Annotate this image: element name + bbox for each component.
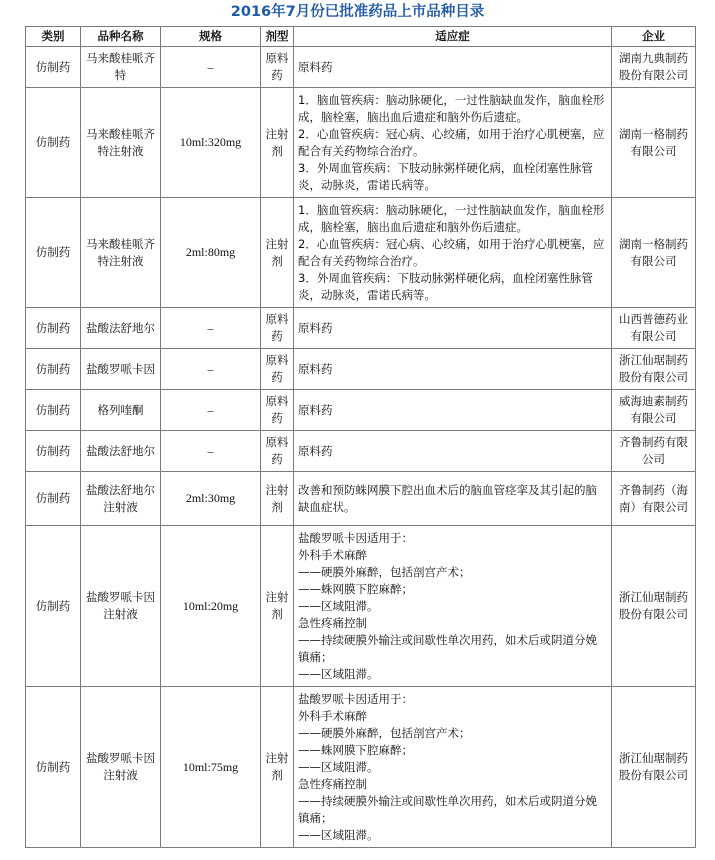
indication-line: ——硬膜外麻醉，包括剖宫产术； [298, 725, 471, 740]
cell-company: 湖南一格制药有限公司 [612, 88, 696, 198]
indication-line: 盐酸罗哌卡因适用于： [298, 691, 413, 706]
cell-spec: – [161, 349, 261, 390]
indication-line: ——持续硬膜外输注或间歇性单次用药，如术后或阴道分娩镇痛； [298, 632, 597, 664]
cell-spec: – [161, 47, 261, 88]
cell-name: 格列喹酮 [81, 390, 161, 431]
table-row [26, 472, 696, 526]
cell-category: 仿制药 [26, 47, 81, 88]
indication-line: 原料药 [298, 320, 333, 335]
cell-indication [294, 687, 612, 848]
cell-category: 仿制药 [26, 308, 81, 349]
cell-name: 盐酸罗哌卡因 [81, 349, 161, 390]
cell-company: 齐鲁制药有限公司 [612, 431, 696, 472]
cell-company: 齐鲁制药（海南）有限公司 [612, 472, 696, 526]
cell-name: 马来酸桂哌齐特注射液 [81, 198, 161, 308]
cell-category: 仿制药 [26, 198, 81, 308]
cell-company: 湖南九典制药股份有限公司 [612, 47, 696, 88]
indication-line: ——持续硬膜外输注或间歇性单次用药，如术后或阴道分娩镇痛； [298, 793, 597, 825]
cell-indication [294, 526, 612, 687]
header-company: 企业 [612, 27, 696, 47]
indication-line: 3．外周血管疾病：下肢动脉粥样硬化病，血栓闭塞性脉管炎，动脉炎，雷诺氏病等。 [298, 160, 593, 192]
indication-line: ——蛛网膜下腔麻醉； [298, 581, 413, 596]
cell-category: 仿制药 [26, 390, 81, 431]
cell-indication [294, 198, 612, 308]
indication-line: 1．脑血管疾病：脑动脉硬化，一过性脑缺血发作，脑血栓形成，脑栓塞，脑出血后遗症和脑外伤后遗症。 [298, 92, 605, 124]
cell-category: 仿制药 [26, 349, 81, 390]
cell-name: 马来酸桂哌齐特 [81, 47, 161, 88]
cell-indication [294, 472, 612, 526]
cell-category: 仿制药 [26, 88, 81, 198]
cell-company: 威海迪素制药有限公司 [612, 390, 696, 431]
cell-company: 湖南一格制药有限公司 [612, 198, 696, 308]
indication-line: 2．心血管疾病：冠心病、心绞痛，如用于治疗心肌梗塞，应配合有关药物综合治疗。 [298, 126, 605, 158]
table-header-row [26, 27, 696, 47]
cell-company: 浙江仙琚制药股份有限公司 [612, 526, 696, 687]
cell-form: 注射剂 [261, 88, 294, 198]
cell-name: 盐酸法舒地尔 [81, 431, 161, 472]
cell-spec: – [161, 431, 261, 472]
indication-line: ——区域阻滞。 [298, 666, 379, 681]
cell-name: 盐酸法舒地尔注射液 [81, 472, 161, 526]
indication-line: ——蛛网膜下腔麻醉； [298, 742, 413, 757]
cell-form: 原料药 [261, 390, 294, 431]
indication-line: 外科手术麻醉 [298, 708, 367, 723]
cell-form: 原料药 [261, 308, 294, 349]
table-row [26, 88, 696, 198]
indication-line: ——区域阻滞。 [298, 759, 379, 774]
cell-name: 盐酸法舒地尔 [81, 308, 161, 349]
indication-line: 原料药 [298, 361, 333, 376]
cell-spec: 2ml:80mg [161, 198, 261, 308]
indication-line: 原料药 [298, 443, 333, 458]
drug-approval-table [25, 26, 696, 848]
cell-indication [294, 47, 612, 88]
indication-line: 3．外周血管疾病：下肢动脉粥样硬化病，血栓闭塞性脉管炎，动脉炎，雷诺氏病等。 [298, 270, 593, 302]
cell-name: 盐酸罗哌卡因注射液 [81, 687, 161, 848]
indication-line: ——区域阻滞。 [298, 598, 379, 613]
indication-line: ——硬膜外麻醉，包括剖宫产术； [298, 564, 471, 579]
cell-spec: 10ml:20mg [161, 526, 261, 687]
header-category: 类别 [26, 27, 81, 47]
cell-company: 浙江仙琚制药股份有限公司 [612, 687, 696, 848]
cell-form: 注射剂 [261, 687, 294, 848]
cell-form: 原料药 [261, 47, 294, 88]
header-spec: 规格 [161, 27, 261, 47]
cell-form: 注射剂 [261, 526, 294, 687]
cell-name: 盐酸罗哌卡因注射液 [81, 526, 161, 687]
cell-spec: – [161, 308, 261, 349]
indication-line: 外科手术麻醉 [298, 547, 367, 562]
table-row [26, 687, 696, 848]
cell-category: 仿制药 [26, 687, 81, 848]
cell-indication [294, 308, 612, 349]
header-name: 品种名称 [81, 27, 161, 47]
cell-form: 注射剂 [261, 472, 294, 526]
cell-indication [294, 431, 612, 472]
cell-company: 山西普德药业有限公司 [612, 308, 696, 349]
cell-indication [294, 390, 612, 431]
indication-line: 2．心血管疾病：冠心病、心绞痛，如用于治疗心肌梗塞，应配合有关药物综合治疗。 [298, 236, 605, 268]
indication-line: 急性疼痛控制 [298, 776, 367, 791]
indication-line: 盐酸罗哌卡因适用于： [298, 530, 413, 545]
indication-line: ——区域阻滞。 [298, 827, 379, 842]
table-row [26, 198, 696, 308]
header-form: 剂型 [261, 27, 294, 47]
indication-line: 改善和预防蛛网膜下腔出血术后的脑血管痉挛及其引起的脑缺血症状。 [298, 482, 597, 514]
cell-form: 原料药 [261, 431, 294, 472]
indication-line: 原料药 [298, 402, 333, 417]
cell-indication [294, 88, 612, 198]
indication-line: 原料药 [298, 59, 333, 74]
cell-spec: 2ml:30mg [161, 472, 261, 526]
table-row [26, 47, 696, 88]
table-row [26, 431, 696, 472]
cell-name: 马来酸桂哌齐特注射液 [81, 88, 161, 198]
cell-spec: – [161, 390, 261, 431]
table-row [26, 349, 696, 390]
cell-spec: 10ml:75mg [161, 687, 261, 848]
table-row [26, 526, 696, 687]
header-indication: 适应症 [294, 27, 612, 47]
table-row [26, 390, 696, 431]
cell-form: 原料药 [261, 349, 294, 390]
cell-indication [294, 349, 612, 390]
cell-company: 浙江仙琚制药股份有限公司 [612, 349, 696, 390]
cell-category: 仿制药 [26, 431, 81, 472]
cell-category: 仿制药 [26, 472, 81, 526]
cell-spec: 10ml:320mg [161, 88, 261, 198]
indication-line: 1．脑血管疾病：脑动脉硬化，一过性脑缺血发作，脑血栓形成，脑栓塞，脑出血后遗症和脑外伤后遗症。 [298, 202, 605, 234]
cell-category: 仿制药 [26, 526, 81, 687]
cell-form: 注射剂 [261, 198, 294, 308]
table-row [26, 308, 696, 349]
indication-line: 急性疼痛控制 [298, 615, 367, 630]
page-title: 2016年7月份已批准药品上市品种目录 [230, 4, 485, 20]
